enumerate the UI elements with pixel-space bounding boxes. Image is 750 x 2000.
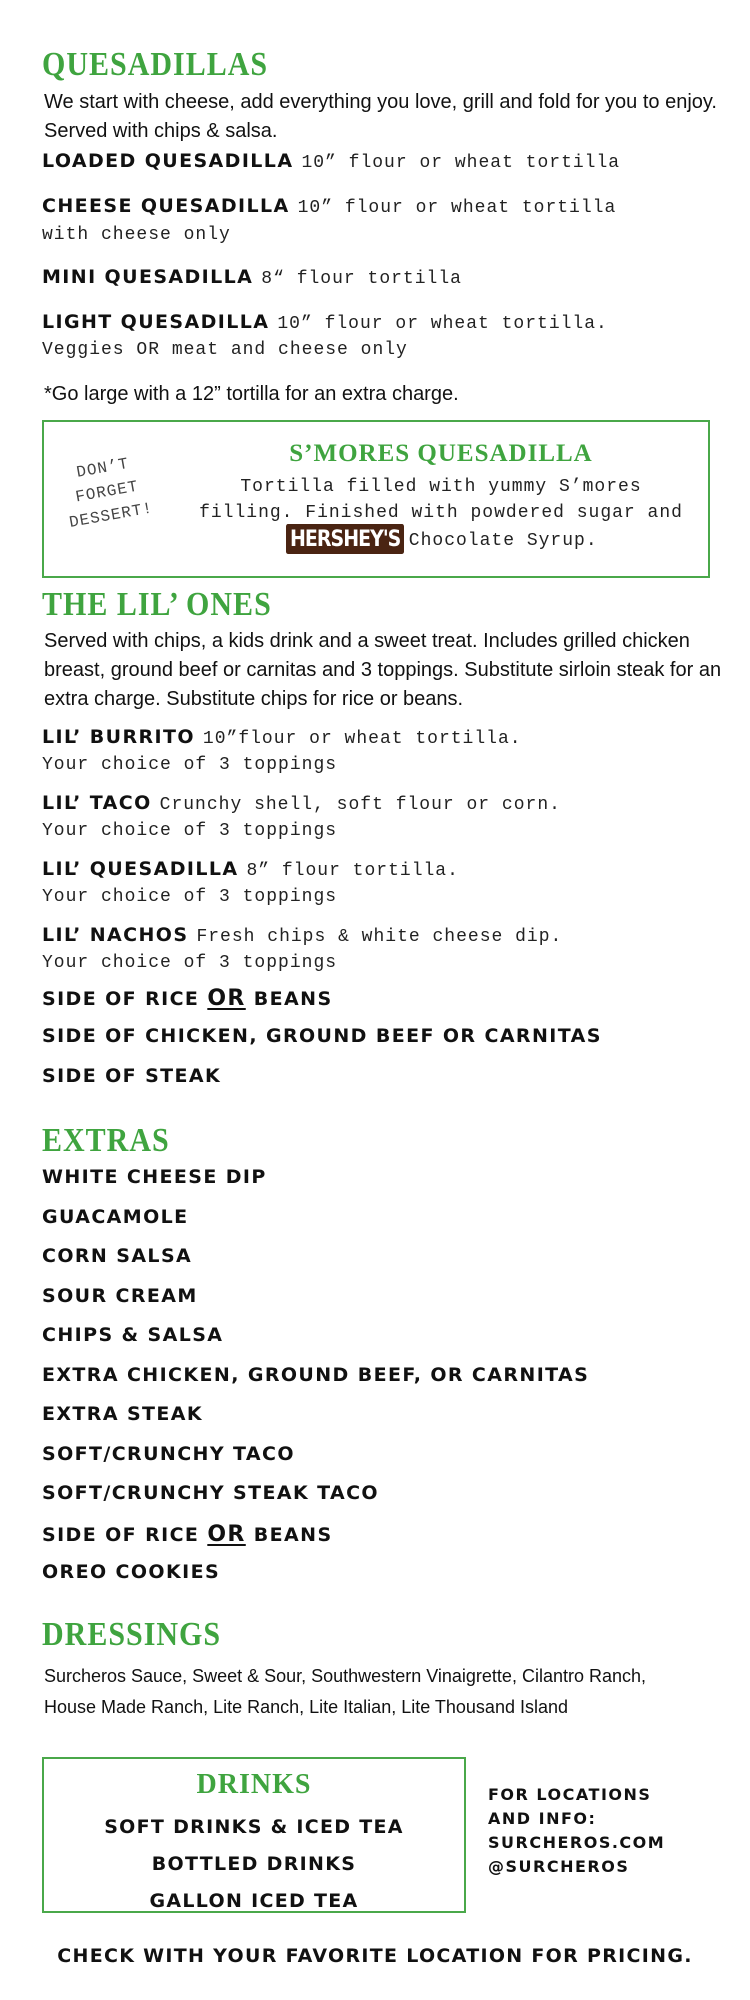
item-desc: 8“ flour tortilla <box>261 269 462 289</box>
menu-item-lil-quesadilla <box>42 858 722 881</box>
quesadillas-intro: We start with cheese, add everything you love, grill and fold for you to enjoy. Served with chips & salsa. <box>44 91 717 142</box>
dont-forget-dessert-tag <box>43 446 172 537</box>
extras-item: CHIPS & SALSA <box>42 1324 224 1346</box>
menu-item-lil-burrito <box>42 726 722 749</box>
item-name: CHEESE QUESADILLA <box>42 195 290 217</box>
extras-item-side-rice-or-beans <box>42 1522 722 1547</box>
smores-desc-line3-text: Chocolate Syrup. <box>408 531 598 551</box>
drinks-item: SOFT DRINKS & ICED TEA <box>104 1816 404 1838</box>
tag-line: DON’T <box>75 454 131 482</box>
extras-item: EXTRA CHICKEN, GROUND BEEF, OR CARNITAS <box>42 1363 590 1386</box>
item-name-part: BEANS <box>253 988 333 1010</box>
lil-ones-intro: Served with chips, a kids drink and a sweet treat. Includes grilled chicken breast, ground beef or carnitas and 3 toppings. Substitute sirloin steak for an extra charge. Substitute chips for rice or beans. <box>44 630 722 710</box>
item-desc-line2: with cheese only <box>42 225 231 245</box>
extras-item: GUACAMOLE <box>42 1205 189 1228</box>
item-name: LIGHT QUESADILLA <box>42 311 270 333</box>
info-line: FOR LOCATIONS <box>488 1785 652 1804</box>
smores-title: S’MORES QUESADILLA <box>289 440 593 467</box>
tag-line: DESSERT! <box>67 499 155 532</box>
menu-item-lil-taco <box>42 792 722 815</box>
drinks-item: BOTTLED DRINKS <box>151 1853 357 1875</box>
item-name: LIL’ TACO <box>42 792 152 814</box>
locations-info <box>488 1783 665 1879</box>
social-handle[interactable]: @SURCHEROS <box>488 1857 630 1876</box>
menu-item-loaded-quesadilla <box>42 150 722 173</box>
tag-line: FORGET <box>74 477 140 507</box>
item-name: LIL’ NACHOS <box>42 924 189 946</box>
item-name: MINI QUESADILLA <box>42 266 254 288</box>
menu-item-cheese-quesadilla <box>42 195 722 218</box>
item-desc-line2: Your choice of 3 toppings <box>42 755 338 775</box>
extras-item: SOFT/CRUNCHY TACO <box>42 1442 295 1465</box>
hersheys-logo: HERSHEY'S <box>286 524 404 554</box>
menu-item-mini-quesadilla <box>42 266 722 289</box>
info-line: AND INFO: <box>488 1809 597 1828</box>
item-desc-line2: Your choice of 3 toppings <box>42 953 338 973</box>
item-desc: 8” flour tortilla. <box>246 861 459 881</box>
smores-desc-line3 <box>286 526 598 552</box>
extras-item: SOFT/CRUNCHY STEAK TACO <box>42 1482 379 1504</box>
item-name-part: SIDE OF RICE <box>42 1523 200 1546</box>
item-desc: 10” flour or wheat tortilla <box>301 153 621 173</box>
or-underlined: OR <box>207 1521 246 1547</box>
extras-item: SOUR CREAM <box>42 1284 198 1307</box>
item-desc: 10” flour or wheat tortilla. <box>277 314 608 334</box>
extras-item: CORN SALSA <box>42 1245 193 1267</box>
quesadillas-note: *Go large with a 12” tortilla for an extra charge. <box>44 383 459 405</box>
dressings-line1: Surcheros Sauce, Sweet & Sour, Southwestern Vinaigrette, Cilantro Ranch, <box>44 1666 646 1686</box>
extras-heading: EXTRAS <box>42 1122 170 1159</box>
extras-item: WHITE CHEESE DIP <box>42 1166 267 1188</box>
item-desc-line2: Your choice of 3 toppings <box>42 821 338 841</box>
drinks-heading: DRINKS <box>196 1769 312 1800</box>
menu-item-side-meat: SIDE OF CHICKEN, GROUND BEEF OR CARNITAS <box>42 1025 602 1047</box>
item-desc-line2: Veggies OR meat and cheese only <box>42 340 408 360</box>
item-desc: Fresh chips & white cheese dip. <box>196 927 563 947</box>
item-name: LIL’ BURRITO <box>42 726 195 748</box>
or-underlined: OR <box>207 986 246 1011</box>
smores-desc-line1: Tortilla filled with yummy S’mores <box>240 477 642 497</box>
menu-item-light-quesadilla <box>42 311 722 334</box>
drinks-box <box>42 1757 466 1913</box>
item-name-part: SIDE OF RICE <box>42 988 200 1010</box>
dressings-line2: House Made Ranch, Lite Ranch, Lite Italian, Lite Thousand Island <box>44 1697 568 1717</box>
item-name-part: BEANS <box>253 1523 333 1546</box>
item-name: LIL’ QUESADILLA <box>42 858 239 880</box>
smores-box <box>42 420 710 578</box>
menu-item-lil-nachos <box>42 924 722 947</box>
smores-desc-line2: filling. Finished with powdered sugar and <box>199 503 683 523</box>
item-name: LOADED QUESADILLA <box>42 150 294 172</box>
website-link[interactable]: SURCHEROS.COM <box>488 1833 666 1852</box>
item-desc: Crunchy shell, soft flour or corn. <box>159 795 561 815</box>
menu-item-side-rice-or-beans <box>42 986 722 1011</box>
pricing-footer: CHECK WITH YOUR FAVORITE LOCATION FOR PRICING. <box>57 1945 693 1967</box>
lil-ones-heading: THE LIL’ ONES <box>42 586 272 623</box>
extras-item: EXTRA STEAK <box>42 1403 203 1425</box>
item-desc: 10” flour or wheat tortilla <box>297 198 617 218</box>
item-desc: 10”flour or wheat tortilla. <box>202 729 522 749</box>
menu-item-side-steak: SIDE OF STEAK <box>42 1065 222 1087</box>
dressings-heading: DRESSINGS <box>42 1616 222 1653</box>
item-desc-line2: Your choice of 3 toppings <box>42 887 338 907</box>
extras-item-oreo-cookies: OREO COOKIES <box>42 1561 221 1583</box>
quesadillas-heading: QUESADILLAS <box>42 46 269 83</box>
drinks-item: GALLON ICED TEA <box>149 1890 359 1912</box>
